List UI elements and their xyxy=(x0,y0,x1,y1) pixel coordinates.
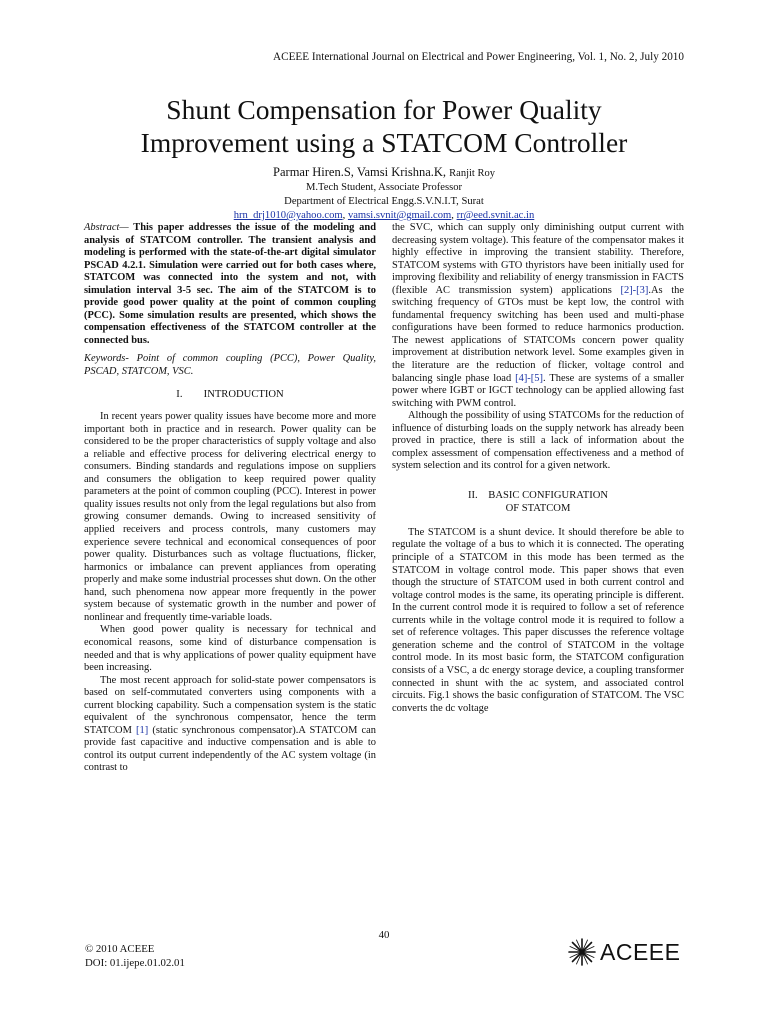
paragraph: In recent years power quality issues have become more and more important both in practice and in research. Power quality can be considered to be the proper characteristics of supply voltage and also a reliable and effective process for delivering electrical energy to consumers. Binding standards and regulations impose on suppliers and consumers the obligation to keep required power quality parameters at the point of common coupling (PCC). Interest in power quality issues results not only from the legal regulations but also from growing consumer demands. Owing to increased sensitivity of applied receivers and process controls, many customers may experience severe technical and economical consequences of poor power quality. Disturbances such as voltage fluctuations, flicker, harmonics or imbalance can prevent appliances from operating properly and make some industrial processes shut down. On the other hand, such phenomena now appear more frequently in the power system because of systematic growth in the number and power of nonlinear and frequently time-variable loads. xyxy=(84,411,376,623)
affiliation-role: M.Tech Student, Associate Professor xyxy=(305,182,463,193)
paragraph xyxy=(84,675,376,775)
section-heading-basic-configuration xyxy=(392,489,684,515)
affiliation-department: Department of Electrical Engg.S.V.N.I.T, Surat xyxy=(284,196,484,207)
email-link-3[interactable]: rr@eed.svnit.ac.in xyxy=(456,210,535,221)
section-heading-line-2: OF STATCOM xyxy=(505,502,571,514)
left-column xyxy=(84,222,376,775)
abstract xyxy=(84,222,376,347)
email-separator: , xyxy=(451,210,457,221)
paragraph xyxy=(392,222,684,410)
doi-text: DOI: 01.ijepe.01.02.01 xyxy=(85,957,185,969)
author-last: Ranjit Roy xyxy=(449,168,495,179)
email-link-2[interactable]: vamsi.svnit@gmail.com xyxy=(347,210,452,221)
logo-text: ACEEE xyxy=(600,938,681,965)
email-separator: , xyxy=(342,210,348,221)
paragraph: Although the possibility of using STATCOMs for the reduction of influence of disturbing loads on the supply network has already been proved in practice, there is still a lack of information about the complex assessment of compensation effectiveness and a method of system selection and its control for a given network. xyxy=(392,410,684,472)
paragraph-text: .As the switching frequency of GTOs must be kept low, the control with fundamental frequency switching has been used and multi-phase configurations have been formed to reduce harmonics production. The newest applications of STATCOMs concern power quality improvement at distribution network level. Some examples given in the literature are the reduction of flicker, voltage control and balancing single phase load xyxy=(392,284,684,384)
right-column xyxy=(392,222,684,715)
author-emails xyxy=(100,209,668,222)
journal-header: ACEEE International Journal on Electrical and Power Engineering, Vol. 1, No. 2, July 2010 xyxy=(273,51,684,63)
section-heading-line-1: II. BASIC CONFIGURATION xyxy=(467,489,609,501)
aceee-logo xyxy=(567,937,680,967)
citation-link[interactable]: [1] xyxy=(136,724,149,736)
email-link-1[interactable]: hrn_drj1010@yahoo.com xyxy=(233,210,343,221)
paragraph-text: The most recent approach for solid-state power compensators is based on self-commutated converters using components with a current blocking capability. Such a compensation system is the static equivalent of the synchronous compensator, hence the term STATCOM xyxy=(84,674,376,736)
paragraph-text: (static synchronous compensator).A STATCOM can provide fast capacitive and inductive compensation and is able to control its output current independently of the AC system voltage (in contrast to xyxy=(84,724,376,774)
paragraph: The STATCOM is a shunt device. It should therefore be able to regulate the voltage of a bus to which it is connected. The operating principle of a STATCOM in this mode has been termed as the STATCOM in voltage control mode. This paper shows that even though the structure of STATCOM used in both current control and voltage control modes is the same, its operating principle is different. In the current control mode it is required to follow a set of reference currents while in the voltage control mode it is required to follow a set of reference voltages. This paper discusses the reference voltage generation scheme and the control of STATCOM in the voltage control mode. In its most basic form, the STATCOM configuration consists of a VSC, a dc energy storage device, a coupling transformer connected in shunt with the ac system, and associated control circuits. Fig.1 shows the basic configuration of STATCOM. The VSC converts the dc voltage xyxy=(392,526,684,714)
footer-copyright xyxy=(85,942,185,970)
page-number: 40 xyxy=(378,929,390,941)
paragraph: When good power quality is necessary for technical and economical reasons, some kind of disturbance compensation is needed and that is why applications of power quality equipment have been increasing. xyxy=(84,624,376,674)
abstract-label: Abstract— xyxy=(84,222,129,233)
paragraph-text: . These are systems of a smaller power where IGBT or IGCT technology can be applied allowing fast switching with PWM control. xyxy=(392,372,684,409)
keywords: Keywords- Point of common coupling (PCC), Power Quality, PSCAD, STATCOM, VSC. xyxy=(84,353,376,378)
author-list: Parmar Hiren.S, Vamsi Krishna.K, xyxy=(273,165,447,179)
paragraph-text: the SVC, which can supply only diminishing output current with decreasing system voltage). This feature of the compensator makes it highly effective in improving the transient stability. Therefore, STATCOM systems with GTO thyristors have been initially used for improving flexibility and reliability of energy transmission in FACTS (flexible AC transmission system) applications xyxy=(392,222,684,296)
aceee-star-icon xyxy=(567,937,597,967)
copyright-text: © 2010 ACEEE xyxy=(85,943,155,955)
citation-link[interactable]: [2]-[3] xyxy=(620,284,649,296)
paper-title xyxy=(60,93,708,159)
title-line-1: Shunt Compensation for Power Quality xyxy=(166,94,602,125)
title-line-2: Improvement using a STATCOM Controller xyxy=(140,127,628,158)
section-heading-introduction: I. INTRODUCTION xyxy=(176,388,284,400)
author-names xyxy=(100,164,668,182)
abstract-text: This paper addresses the issue of the modeling and analysis of STATCOM controller. The transient analysis and modeling is performed with the state-of-the-art digital simulator PSCAD 4.2.1. Simulation were carried out for both cases where, STATCOM was connected into the system and not, with simulation interval 3-5 sec. The aim of the STATCOM is to provide good power quality at the point of common coupling (PCC). Some simulation results are presented, which shows the compensation effectiveness of the STATCOM controller at the connected bus. xyxy=(84,222,376,346)
citation-link[interactable]: [4]-[5] xyxy=(515,372,543,384)
